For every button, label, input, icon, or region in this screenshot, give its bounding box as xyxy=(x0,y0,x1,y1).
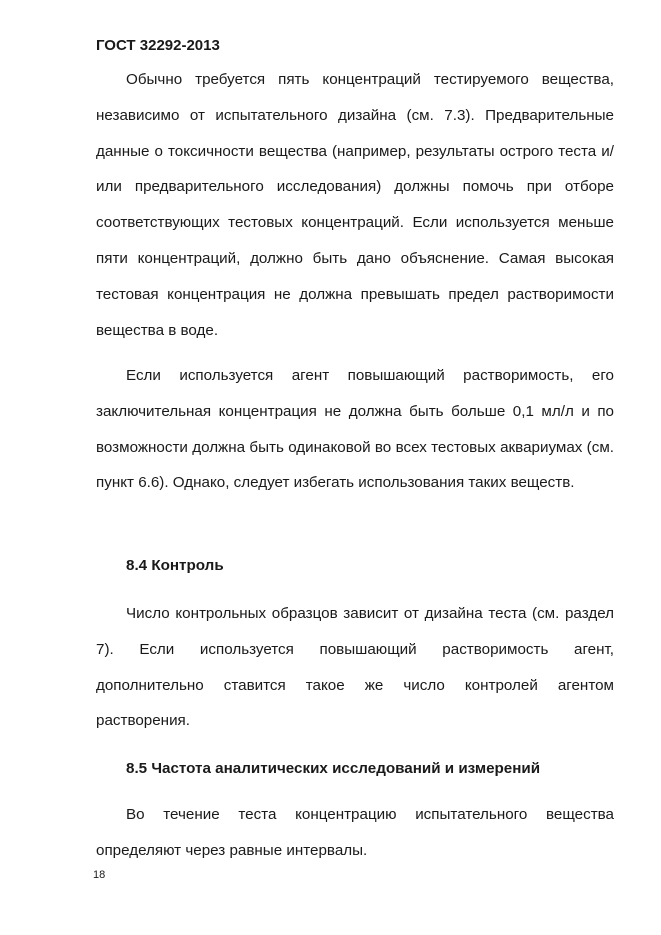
page-number: 18 xyxy=(93,869,106,881)
document-header-title: ГОСТ 32292-2013 xyxy=(96,37,220,54)
paragraph-test-concentrations: Обычно требуется пять концентраций тестируемого вещества, независимо от испытательного дизайна (см. 7.3). Предварительные данные о токсичности вещества (например, результаты острого теста и/или предварительного исследования) должны помочь при отборе соответствующих тестовых концентраций. Если используется меньше пяти концентраций, должно быть дано объяснение. Самая высокая тестовая концентрация не должна превышать предел растворимости вещества в воде. xyxy=(96,71,614,339)
section-heading-8-4: 8.4 Контроль xyxy=(126,557,224,574)
paragraph-analysis-frequency: Во течение теста концентрацию испытательного вещества определяют через равные интервалы. xyxy=(96,806,614,859)
section-heading-8-5: 8.5 Частота аналитических исследований и измерений xyxy=(126,760,541,777)
paragraph-solubility-agent: Если используется агент повышающий растворимость, его заключительная концентрация не должна быть больше 0,1 мл/л и по возможности должна быть одинаковой во всех тестовых аквариумах (см. пункт 6.6). Однако, следует избегать использования таких веществ. xyxy=(96,367,614,492)
paragraph-control-samples: Число контрольных образцов зависит от дизайна теста (см. раздел 7). Если используется повышающий растворимость агент, дополнительно ставится такое же число контролей агентом растворения. xyxy=(96,605,614,730)
